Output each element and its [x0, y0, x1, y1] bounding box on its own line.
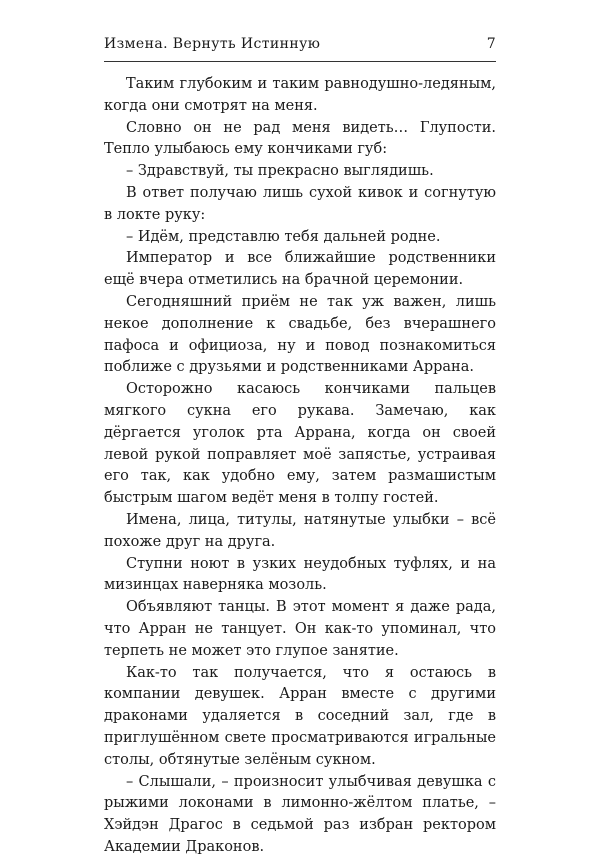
header-rule [104, 61, 496, 62]
page-body [104, 74, 496, 859]
paragraph: – Слышали, – произносит улыбчивая девушка с рыжими локонами в лимонно-жёлтом платье, – Хэйдэн Драгос в седьмой раз избран ректором Академии Драконов. [104, 773, 496, 855]
running-header [104, 36, 496, 52]
paragraph: Как-то так получается, что я остаюсь в компании девушек. Арран вместе с другими драконами удаляется в соседний зал, где в приглушённом свете просматриваются игральные столы, обтянутые зелёным сукном. [104, 664, 496, 768]
paragraph: Ступни ноют в узких неудобных туфлях, и на мизинцах наверняка мозоль. [104, 555, 496, 594]
paragraph: Словно он не рад меня видеть… Глупости. Тепло улыбаюсь ему кончиками губ: [104, 119, 496, 158]
paragraph: Таким глубоким и таким равнодушно-ледяным, когда они смотрят на меня. [104, 76, 496, 114]
paragraph: Осторожно касаюсь кончиками пальцев мягкого сукна его рукава. Замечаю, как дёргается уголок рта Аррана, когда он своей левой рукой поправляет моё запястье, устраивая его так, как удобно ему, затем размашистым быстрым шагом ведёт меня в толпу гостей. [104, 381, 496, 507]
paragraph: Император и все ближайшие родственники ещё вчера отметились на брачной церемонии. [104, 250, 496, 289]
page-number: 7 [486, 36, 496, 52]
paragraph: В ответ получаю лишь сухой кивок и согнутую в локте руку: [104, 184, 496, 223]
paragraph: Объявляют танцы. В этот момент я даже рада, что Арран не танцует. Он как-то упоминал, что терпеть не может это глупое занятие. [104, 599, 496, 659]
book-title: Измена. Вернуть Истинную [104, 36, 321, 52]
paragraph: Сегодняшний приём не так уж важен, лишь некое дополнение к свадьбе, без вчерашнего пафоса и официоза, ну и повод познакомиться поближе с друзьями и родственниками Аррана. [104, 293, 496, 376]
paragraph: – Идём, представлю тебя дальней родне. [126, 228, 441, 245]
paragraph: Имена, лица, титулы, натянутые улыбки – всё похоже друг на друга. [104, 511, 496, 550]
paragraph: – Здравствуй, ты прекрасно выглядишь. [126, 163, 434, 180]
